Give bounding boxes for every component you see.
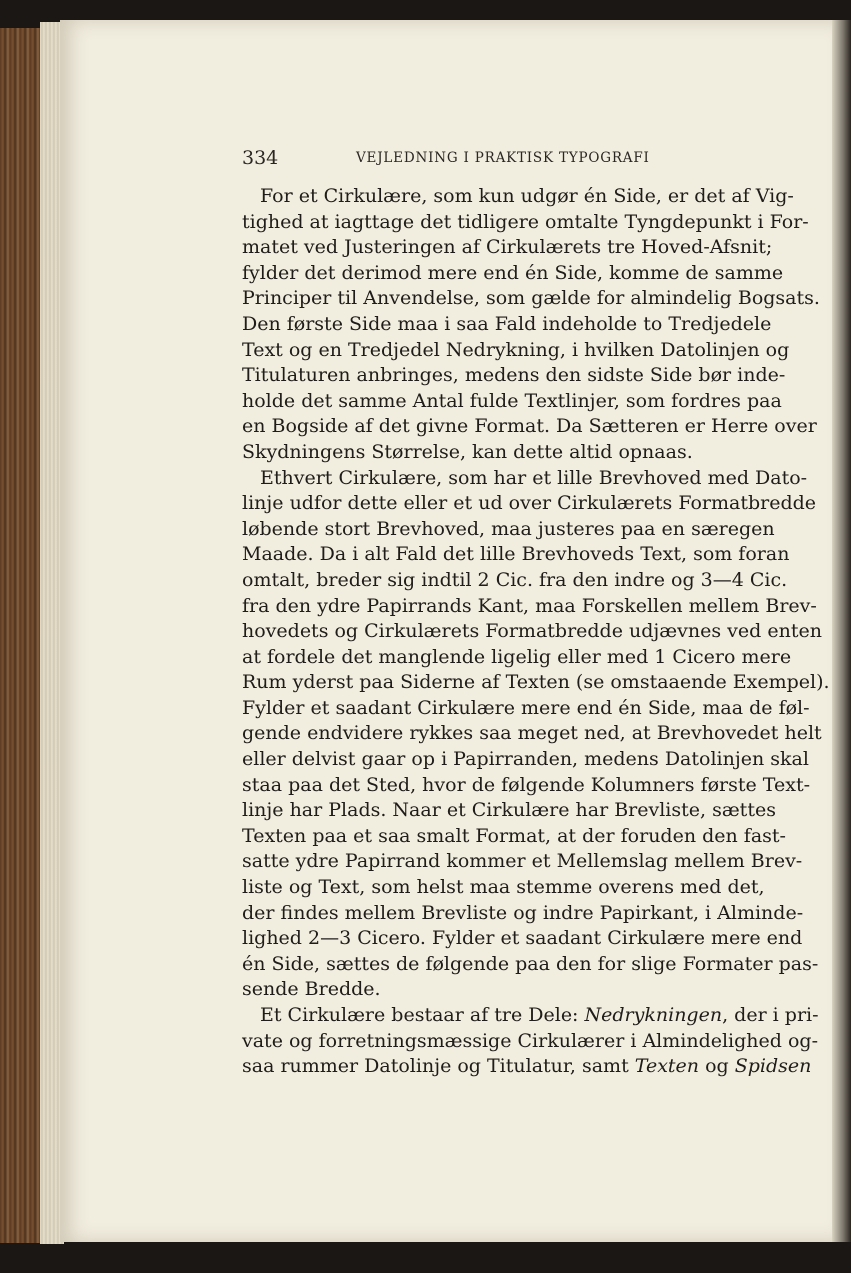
text-line: vate og forretningsmæssige Cirkulærer i Almindelighed og- [242, 1029, 819, 1052]
text-segment: og [699, 1055, 735, 1078]
text-line: Principer til Anvendelse, som gælde for almindelig Bogsats. [242, 287, 820, 310]
text-line: Rum yderst paa Siderne af Texten (se omstaaende Exempel). [242, 671, 830, 694]
running-title: VEJLEDNING I PRAKTISK TYPOGRAFI [356, 150, 650, 166]
text-line: Skydningens Størrelse, kan dette altid opnaas. [242, 440, 693, 463]
text-line [242, 1054, 812, 1080]
text-line [242, 1003, 819, 1029]
text-line: satte ydre Papirrand kommer et Mellemslag mellem Brev- [242, 850, 803, 873]
text-line: der findes mellem Brevliste og indre Papirkant, i Alminde- [242, 901, 804, 924]
text-segment: saa rummer Datolinje og Titulatur, samt [242, 1055, 635, 1078]
text-line: Ethvert Cirkulære, som har et lille Brevhoved med Dato- [260, 466, 808, 489]
page-right-edge [832, 20, 851, 1242]
page-number: 334 [242, 147, 279, 169]
text-line: Den første Side maa i saa Fald indeholde to Tredjedele [242, 312, 772, 335]
text-segment: , der i pri- [722, 1004, 819, 1026]
text-line: linje udfor dette eller et ud over Cirkulærets Formatbredde [242, 492, 817, 515]
text-line: Maade. Da i alt Fald det lille Brevhoveds Text, som foran [242, 543, 790, 566]
text-line: at fordele det manglende ligelig eller med 1 Cicero mere [242, 645, 792, 668]
text-line: gende endvidere rykkes saa meget ned, at Brevhovedet helt [242, 722, 822, 745]
body-text [242, 184, 830, 1080]
emphasis-spidsen: Spidsen [734, 1055, 812, 1078]
text-line: tighed at iagttage det tidligere omtalte Tyngdepunkt i For- [242, 210, 809, 233]
text-line: liste og Text, som helst maa stemme overens med det, [242, 876, 765, 899]
page-header [242, 147, 762, 173]
text-line: fylder det derimod mere end én Side, komme de samme [242, 261, 784, 284]
text-line: én Side, sættes de følgende paa den for slige Formater pas- [242, 952, 819, 975]
emphasis-texten: Texten [634, 1055, 700, 1078]
text-line: omtalt, breder sig indtil 2 Cic. fra den indre og 3—4 Cic. [242, 568, 788, 591]
emphasis-nedrykningen: Nedrykningen [584, 1004, 723, 1026]
text-line: holde det samme Antal fulde Textlinjer, som fordres paa [242, 389, 782, 412]
text-segment: Et Cirkulære bestaar af tre Dele: [260, 1004, 585, 1026]
text-line: løbende stort Brevhoved, maa justeres paa en særegen [242, 517, 775, 540]
text-line: staa paa det Sted, hvor de følgende Kolumners første Text- [242, 773, 811, 796]
text-line: eller delvist gaar op i Papirranden, medens Datolinjen skal [242, 748, 809, 771]
text-line: Titulaturen anbringes, medens den sidste Side bør inde- [242, 364, 786, 387]
text-line: Texten paa et saa smalt Format, at der foruden den fast- [242, 824, 786, 847]
text-line: For et Cirkulære, som kun udgør én Side, er det af Vig- [260, 185, 794, 207]
text-line: Fylder et saadant Cirkulære mere end én Side, maa de føl- [242, 696, 810, 719]
text-line: hovedets og Cirkulærets Formatbredde udjævnes ved enten [242, 620, 822, 643]
text-line: Text og en Tredjedel Nedrykning, i hvilken Datolinjen og [242, 338, 790, 361]
text-line: lighed 2—3 Cicero. Fylder et saadant Cirkulære mere end [242, 927, 803, 950]
text-line: en Bogside af det givne Format. Da Sætteren er Herre over [242, 415, 817, 438]
text-line: fra den ydre Papirrands Kant, maa Forskellen mellem Brev- [242, 594, 817, 617]
text-line: linje har Plads. Naar et Cirkulære har Brevliste, sættes [242, 799, 776, 822]
text-line: matet ved Justeringen af Cirkulærets tre Hoved-Afsnit; [242, 236, 773, 259]
text-line: sende Bredde. [242, 978, 381, 1001]
